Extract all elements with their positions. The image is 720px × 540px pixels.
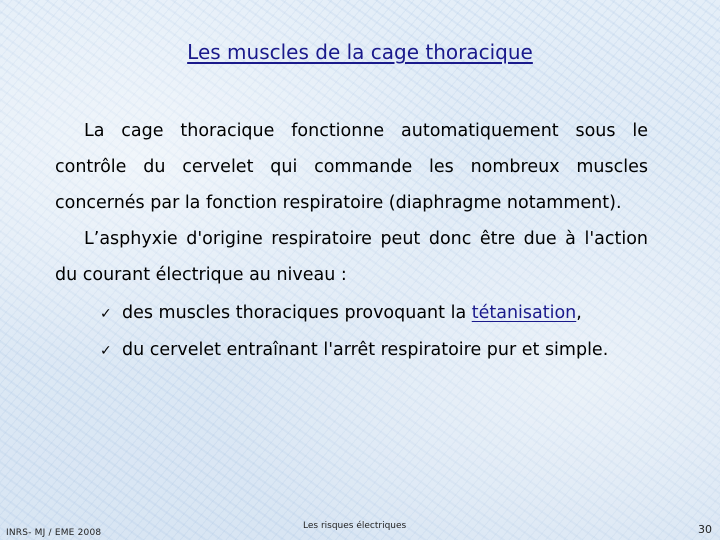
footer-credit: INRS- MJ / EME 2008 — [6, 528, 102, 538]
checkmark-icon: ✓ — [100, 343, 112, 359]
list-item — [100, 295, 608, 332]
footer-topic: Les risques électriques — [303, 521, 407, 531]
paragraph-text: L’asphyxie d'origine respiratoire peut donc être due à l'action du courant électrique au niveau : — [55, 229, 648, 285]
bullet-list — [100, 295, 608, 369]
paragraph-cervelet — [55, 113, 648, 221]
bullet-punctuation: , — [576, 303, 582, 323]
paragraph-text: La cage thoracique fonctionne automatiquement sous le contrôle du cervelet qui commande les nombreux muscles concernés par la fonction respiratoire (diaphragme notamment). — [55, 121, 648, 213]
page-number: 30 — [698, 523, 712, 536]
tetanisation-link[interactable]: tétanisation — [471, 303, 577, 323]
bullet-text: du cervelet entraînant l'arrêt respiratoire pur et simple. — [122, 340, 609, 360]
slide-title: Les muscles de la cage thoracique — [187, 40, 533, 64]
bullet-text: des muscles thoraciques provoquant la — [122, 303, 472, 323]
paragraph-asphyxie — [55, 221, 648, 293]
list-item — [100, 332, 608, 369]
checkmark-icon: ✓ — [100, 306, 112, 322]
